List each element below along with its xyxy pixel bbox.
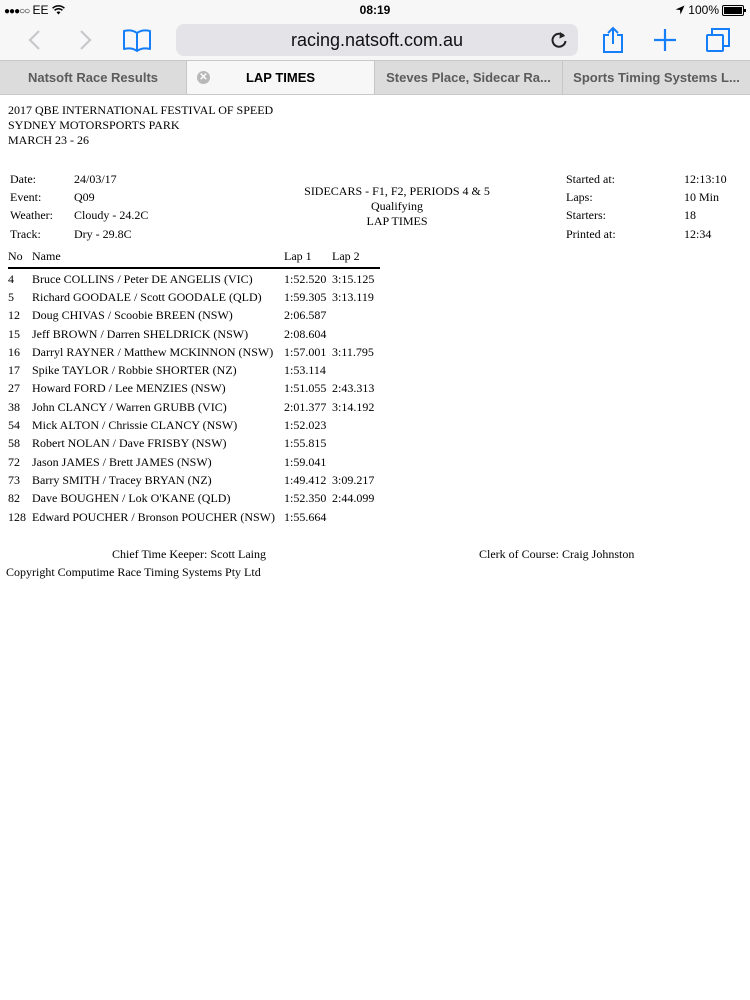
row-name: Edward POUCHER / Bronson POUCHER (NSW) [32, 509, 275, 524]
laps-label: Laps: [566, 190, 593, 204]
row-lap1: 2:08.604 [284, 326, 327, 341]
row-name: Barry SMITH / Tracey BRYAN (NZ) [32, 472, 212, 487]
row-number: 72 [8, 454, 20, 469]
row-lap2: 3:11.795 [332, 344, 374, 359]
browser-chrome [0, 0, 750, 95]
row-number: 4 [8, 271, 14, 286]
event-dates: MARCH 23 - 26 [8, 133, 90, 147]
row-name: Jeff BROWN / Darren SHELDRICK (NSW) [32, 326, 249, 341]
row-lap1: 1:59.305 [284, 289, 327, 304]
book-icon [122, 28, 152, 52]
row-number: 82 [8, 491, 20, 506]
session-title [272, 184, 522, 229]
row-lap2 [332, 324, 380, 342]
row-lap2: 3:09.217 [332, 472, 375, 487]
row-number: 12 [8, 308, 20, 323]
table-row [8, 470, 380, 488]
row-number: 54 [8, 418, 20, 433]
row-lap1: 1:52.520 [284, 271, 327, 286]
track-value: Dry - 29.8C [74, 227, 132, 241]
row-name: Doug CHIVAS / Scoobie BREEN (NSW) [32, 308, 233, 323]
tab-label: Natsoft Race Results [27, 70, 159, 85]
table-row [8, 360, 380, 378]
tab-label: Steves Place, Sidecar Ra... [386, 70, 551, 85]
row-lap1: 1:51.055 [284, 381, 327, 396]
row-lap1: 1:49.412 [284, 472, 327, 487]
plus-icon [653, 28, 677, 52]
table-row [8, 434, 380, 452]
row-number: 16 [8, 344, 20, 359]
battery-icon [722, 5, 744, 16]
tab-bar [0, 60, 750, 95]
tabs-button[interactable] [703, 25, 733, 55]
starters-label: Starters: [566, 208, 606, 222]
row-lap2 [332, 360, 380, 378]
row-name: Richard GOODALE / Scott GOODALE (QLD) [32, 289, 262, 304]
battery-percent: 100% [688, 3, 719, 17]
row-name: Mick ALTON / Chrissie CLANCY (NSW) [32, 418, 238, 433]
table-row [8, 489, 380, 507]
row-number: 5 [8, 289, 14, 304]
report-type: LAP TIMES [366, 214, 428, 228]
row-lap2 [332, 452, 380, 470]
row-lap2 [332, 415, 380, 433]
url-text: racing.natsoft.com.au [290, 29, 464, 50]
forward-button[interactable] [72, 25, 100, 55]
table-header-row [8, 249, 380, 268]
row-name: Jason JAMES / Brett JAMES (NSW) [32, 454, 212, 469]
started-label: Started at: [566, 172, 615, 186]
row-number: 27 [8, 381, 20, 396]
event-title: 2017 QBE INTERNATIONAL FESTIVAL OF SPEED [8, 103, 274, 117]
session-type: Qualifying [371, 199, 423, 213]
clerk-of-course: Clerk of Course: Craig Johnston [479, 547, 635, 561]
carrier-label: EE [32, 3, 49, 17]
clock: 08:19 [359, 3, 391, 17]
row-lap2: 3:14.192 [332, 399, 375, 414]
class-title: SIDECARS - F1, F2, PERIODS 4 & 5 [304, 184, 490, 198]
tabs-overview-icon [705, 27, 731, 53]
laps-value: 10 Min [684, 190, 720, 204]
table-row [8, 268, 380, 287]
location-arrow-icon [675, 5, 685, 15]
table-row [8, 306, 380, 324]
new-tab-button[interactable] [650, 25, 680, 55]
close-tab-icon[interactable]: ✕ [197, 71, 210, 84]
row-number: 38 [8, 399, 20, 414]
table-row [8, 342, 380, 360]
event-label: Event: [10, 190, 42, 204]
tab-steves-place[interactable] [375, 61, 563, 94]
row-name: John CLANCY / Warren GRUBB (VIC) [32, 399, 227, 414]
chief-time-keeper: Chief Time Keeper: Scott Laing [112, 547, 266, 561]
row-lap2 [332, 507, 380, 525]
status-bar [0, 0, 750, 20]
lap-times-table [8, 249, 380, 525]
started-value: 12:13:10 [684, 172, 727, 186]
column-lap1: Lap 1 [284, 249, 332, 268]
share-button[interactable] [598, 25, 628, 55]
printed-label: Printed at: [566, 227, 616, 241]
tab-label: LAP TIMES [245, 70, 316, 85]
row-number: 15 [8, 326, 20, 341]
status-right [675, 3, 744, 17]
row-lap1: 1:57.001 [284, 344, 327, 359]
tab-lap-times[interactable] [187, 61, 375, 94]
row-lap2: 2:44.099 [332, 491, 375, 506]
weather-value: Cloudy - 24.2C [74, 208, 149, 222]
date-value: 24/03/17 [74, 172, 117, 186]
tab-natsoft-race-results[interactable] [0, 61, 187, 94]
starters-value: 18 [684, 208, 696, 222]
table-row [8, 507, 380, 525]
row-name: Darryl RAYNER / Matthew MCKINNON (NSW) [32, 344, 274, 359]
row-number: 17 [8, 363, 20, 378]
row-number: 58 [8, 436, 20, 451]
tab-sports-timing[interactable] [563, 61, 750, 94]
chevron-right-icon [79, 29, 93, 51]
row-lap2 [332, 434, 380, 452]
column-no: No [8, 249, 32, 268]
row-lap1: 1:53.114 [284, 363, 326, 378]
table-row [8, 287, 380, 305]
row-name: Howard FORD / Lee MENZIES (NSW) [32, 381, 226, 396]
signal-icon: ●●●○○ [4, 6, 30, 17]
column-lap2: Lap 2 [332, 249, 380, 268]
share-icon [602, 26, 624, 54]
browser-toolbar [0, 20, 750, 60]
row-lap1: 2:01.377 [284, 399, 327, 414]
printed-value: 12:34 [684, 227, 712, 241]
row-lap1: 2:06.587 [284, 308, 327, 323]
event-value: Q09 [74, 190, 95, 204]
row-lap1: 1:52.350 [284, 491, 327, 506]
chevron-left-icon [27, 29, 41, 51]
table-body [8, 268, 380, 525]
row-lap1: 1:59.041 [284, 454, 327, 469]
row-lap1: 1:55.664 [284, 509, 327, 524]
row-lap1: 1:55.815 [284, 436, 327, 451]
reload-icon [550, 30, 568, 50]
row-lap2: 3:13.119 [332, 289, 374, 304]
back-button[interactable] [20, 25, 48, 55]
track-label: Track: [10, 227, 41, 241]
row-lap2: 3:15.125 [332, 271, 375, 286]
tab-label: Sports Timing Systems L... [573, 70, 740, 85]
row-number: 128 [8, 509, 26, 524]
date-label: Date: [10, 172, 36, 186]
row-number: 73 [8, 472, 20, 487]
row-name: Dave BOUGHEN / Lok O'KANE (QLD) [32, 491, 231, 506]
report-header [8, 103, 273, 148]
table-row [8, 452, 380, 470]
table-row [8, 415, 380, 433]
reload-button[interactable] [550, 30, 568, 55]
bookmarks-button[interactable] [120, 25, 154, 55]
table-row [8, 397, 380, 415]
table-row [8, 379, 380, 397]
row-lap2: 2:43.313 [332, 381, 375, 396]
table-row [8, 324, 380, 342]
weather-label: Weather: [10, 208, 54, 222]
row-name: Bruce COLLINS / Peter DE ANGELIS (VIC) [32, 271, 253, 286]
copyright-notice: Copyright Computime Race Timing Systems Pty Ltd [6, 565, 261, 579]
column-name: Name [32, 249, 284, 268]
venue-title: SYDNEY MOTORSPORTS PARK [8, 118, 180, 132]
address-bar[interactable] [176, 24, 578, 56]
row-name: Robert NOLAN / Dave FRISBY (NSW) [32, 436, 227, 451]
row-name: Spike TAYLOR / Robbie SHORTER (NZ) [32, 363, 237, 378]
row-lap2 [332, 306, 380, 324]
row-lap1: 1:52.023 [284, 418, 327, 433]
